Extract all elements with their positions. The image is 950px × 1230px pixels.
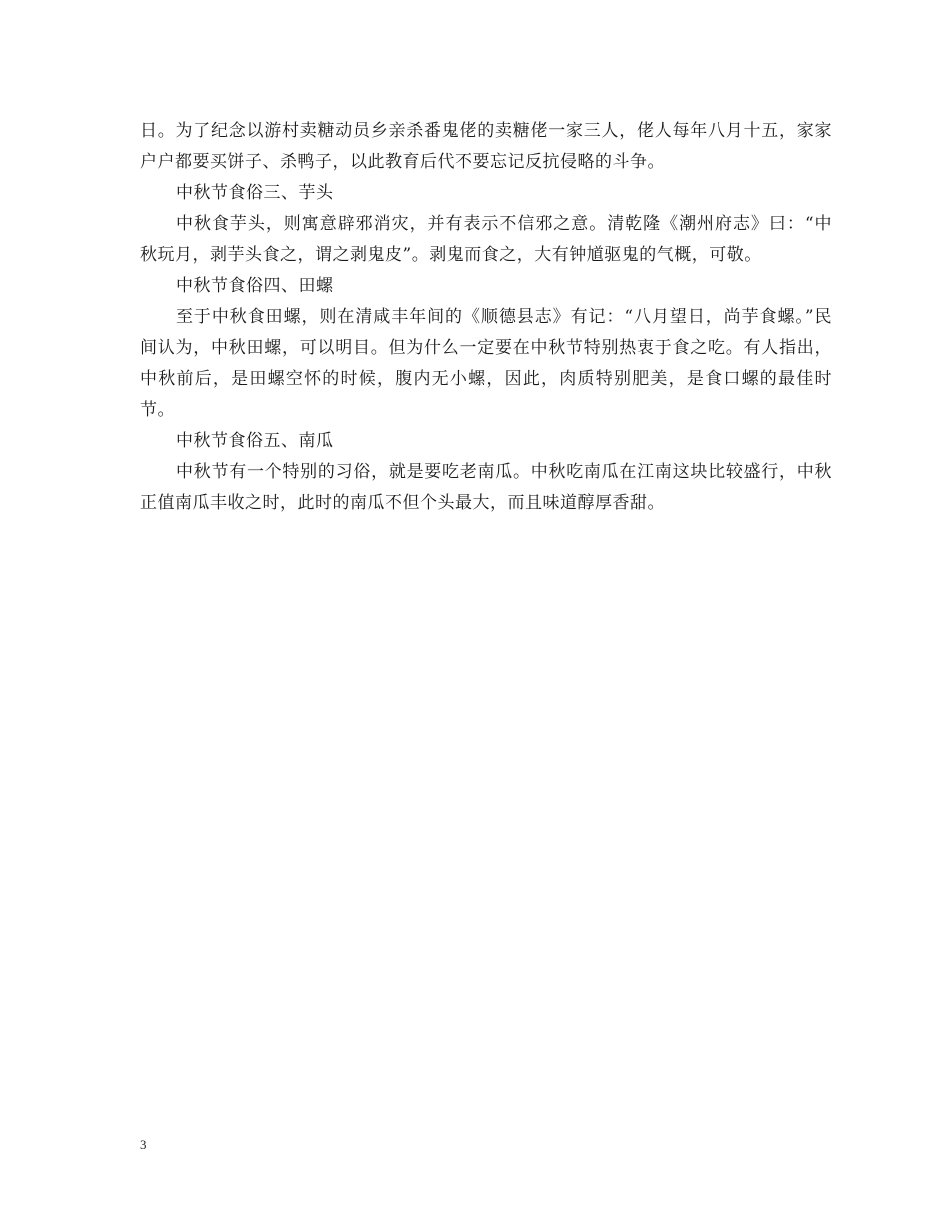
- paragraph-river-snail: 至于中秋食田螺，则在清咸丰年间的《顺德县志》有记：“八月望日，尚芋食螺。”民间认为，中秋田螺，可以明目。但为什么一定要在中秋节特别热衷于食之吃。有人指出，中秋前后，是田螺空怀的时候，腹内无小螺，因此，肉质特别肥美，是食口螺的最佳时节。: [140, 307, 832, 420]
- page-number: 3: [140, 1137, 147, 1152]
- section-heading-pumpkin: 中秋节食俗五、南瓜: [176, 431, 334, 451]
- paragraph-taro: 中秋食芋头，则寓意辟邪消灾，并有表示不信邪之意。清乾隆《潮州府志》曰：“中秋玩月，剥芋头食之，谓之剥鬼皮”。剥鬼而食之，大有钟馗驱鬼的气概，可敬。: [140, 214, 832, 265]
- paragraph-pumpkin: 中秋节有一个特别的习俗，就是要吃老南瓜。中秋吃南瓜在江南这块比较盛行，中秋正值南瓜丰收之时，此时的南瓜不但个头最大，而且味道醇厚香甜。: [140, 462, 832, 513]
- paragraph-continuation: 日。为了纪念以游村卖糖动员乡亲杀番鬼佬的卖糖佬一家三人，佬人每年八月十五，家家户户都要买饼子、杀鸭子，以此教育后代不要忘记反抗侵略的斗争。: [140, 121, 832, 172]
- section-heading-river-snail: 中秋节食俗四、田螺: [176, 276, 334, 296]
- section-heading-taro: 中秋节食俗三、芋头: [176, 183, 334, 203]
- document-body: [140, 116, 832, 519]
